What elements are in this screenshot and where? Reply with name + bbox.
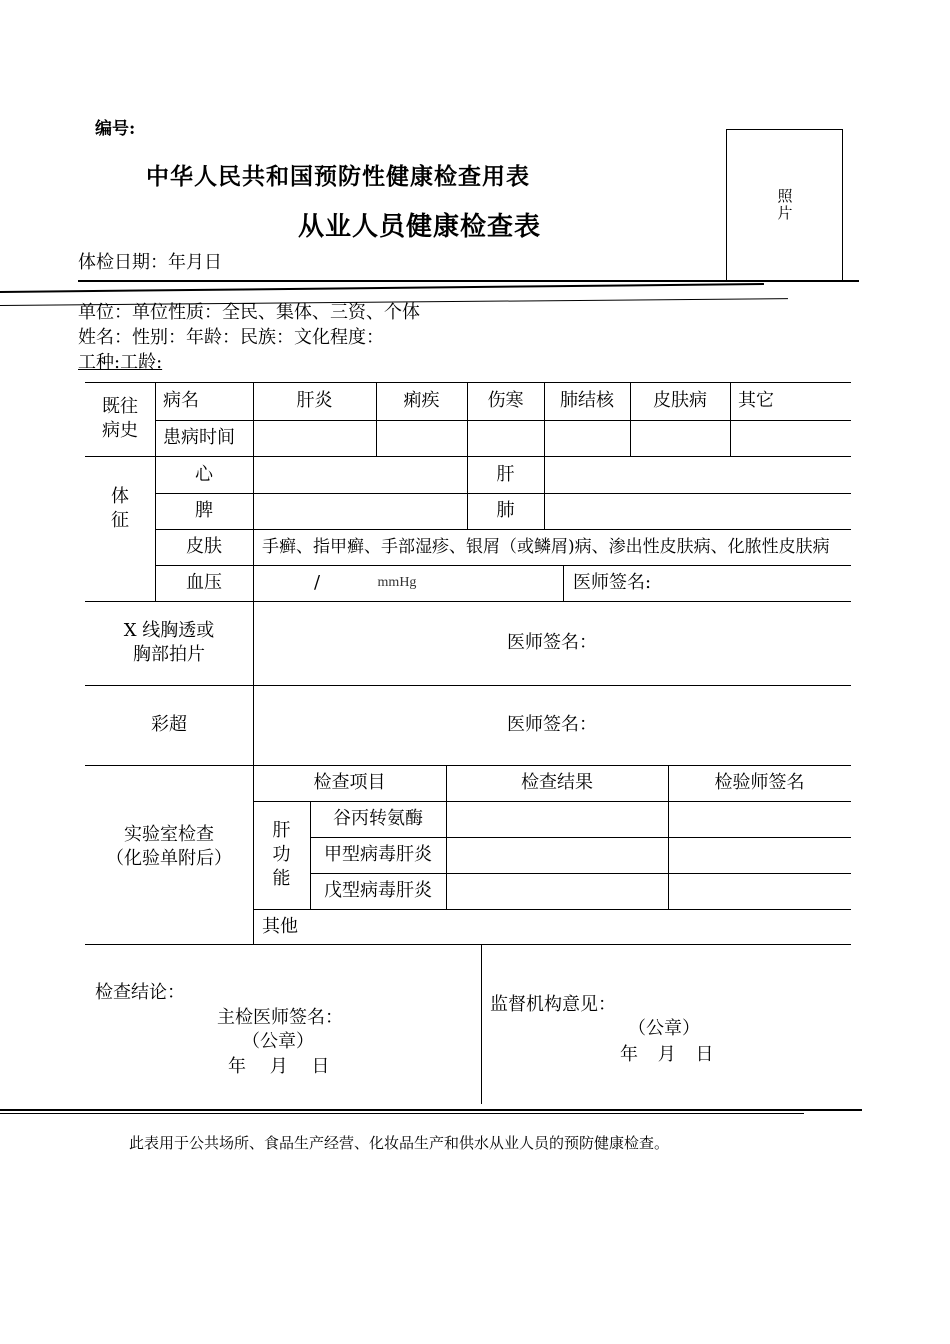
lung-label: 肺: [496, 500, 515, 521]
hepatitis-a-sign-field[interactable]: [669, 838, 851, 873]
header-rule-2: [0, 283, 764, 293]
table-bottom-border: [85, 944, 851, 945]
conclusion-label: 检查结论：: [95, 982, 185, 1003]
liver-function-label: 肝功能: [272, 820, 291, 889]
test-hepatitis-e: 戊型病毒肝炎: [324, 880, 432, 901]
heart-field[interactable]: [254, 457, 467, 493]
skin-conditions-text: 手癣、指甲癣、手部湿疹、银屑（或鳞屑)病、渗出性皮肤病、化脓性皮肤病: [262, 537, 830, 557]
other-time-field[interactable]: [731, 421, 851, 456]
personal-info-line: 姓名：性别：年龄：民族：文化程度：: [78, 327, 384, 348]
chief-doctor-sign-label: 主检医师签名：: [217, 1007, 343, 1028]
test-hepatitis-a: 甲型病毒肝炎: [324, 844, 432, 865]
disease-dysentery: 痢疾: [403, 390, 440, 411]
dysentery-time-field[interactable]: [377, 421, 467, 456]
physical-doctor-sign-label: 医师签名:: [573, 572, 652, 593]
alt-result-field[interactable]: [447, 802, 668, 837]
lab-col-item: 检查项目: [313, 772, 386, 793]
disease-skin: 皮肤病: [653, 390, 707, 411]
supervision-seal: （公章）: [628, 1018, 700, 1039]
photo-label: 照片: [777, 187, 793, 222]
form-subtitle: 从业人员健康检查表: [298, 212, 542, 242]
spleen-label: 脾: [195, 500, 213, 521]
unit-info-line: 单位：单位性质：全民、集体、三资、个体: [78, 302, 420, 323]
disease-name-label: 病名: [163, 390, 199, 411]
exam-date-label: 体检日期：年月日: [78, 252, 222, 273]
typhoid-time-field[interactable]: [468, 421, 544, 456]
vline-conclusion-split: [481, 944, 482, 1104]
footer-note: 此表用于公共场所、食品生产经营、化妆品生产和供水从业人员的预防健康检查。: [129, 1134, 670, 1152]
liver-field[interactable]: [545, 457, 851, 493]
lab-col-result: 检查结果: [521, 772, 593, 793]
hepatitis-e-result-field[interactable]: [447, 874, 668, 909]
bp-separator: /: [313, 572, 321, 593]
hepatitis-time-field[interactable]: [254, 421, 376, 456]
conclusion-date: 年 月 日: [228, 1056, 330, 1077]
hepatitis-e-sign-field[interactable]: [669, 874, 851, 909]
disease-hepatitis: 肝炎: [296, 390, 333, 411]
disease-tuberculosis: 肺结核: [560, 390, 614, 411]
spleen-field[interactable]: [254, 494, 467, 529]
xray-label: X 线胸透或 胸部拍片: [123, 620, 215, 665]
vline-bp-sign: [563, 565, 564, 601]
header-rule-1: [78, 280, 859, 282]
lab-col-sign: 检验师签名: [714, 772, 805, 793]
skin-disease-time-field[interactable]: [631, 421, 730, 456]
liver-label: 肝: [496, 463, 515, 485]
supervision-opinion-label: 监督机构意见：: [490, 994, 616, 1015]
disease-time-label: 患病时间: [163, 427, 235, 448]
disease-typhoid: 伤寒: [487, 390, 524, 411]
ultrasound-label: 彩超: [151, 714, 187, 735]
lab-other-label: 其他: [262, 915, 298, 937]
physical-section-label: 体征: [111, 485, 129, 531]
lab-section-label: 实验室检查 （化验单附后）: [106, 823, 232, 869]
supervision-date: 年 月 日: [620, 1044, 714, 1065]
hepatitis-a-result-field[interactable]: [447, 838, 668, 873]
history-section-label: 既往病史: [102, 396, 138, 441]
heart-label: 心: [195, 463, 213, 485]
skin-label: 皮肤: [186, 536, 222, 557]
ultrasound-doctor-sign-label: 医师签名：: [507, 714, 597, 735]
form-number-label: 编号:: [95, 119, 136, 139]
tuberculosis-time-field[interactable]: [545, 421, 630, 456]
form-main-title: 中华人民共和国预防性健康检查用表: [146, 163, 530, 190]
blood-pressure-label: 血压: [186, 572, 222, 593]
test-alt: 谷丙转氨酶: [333, 808, 423, 829]
conclusion-seal: （公章）: [242, 1031, 314, 1052]
xray-doctor-sign-label: 医师签名：: [507, 632, 597, 653]
bp-unit: mmHg: [377, 575, 417, 590]
lung-field[interactable]: [545, 494, 851, 529]
footer-rule-2: [0, 1113, 804, 1114]
occupation-info-line: 工种:工龄:: [78, 352, 163, 373]
alt-sign-field[interactable]: [669, 802, 851, 837]
footer-rule-1: [0, 1109, 862, 1111]
disease-other: 其它: [738, 390, 774, 411]
photo-box[interactable]: [726, 129, 843, 281]
